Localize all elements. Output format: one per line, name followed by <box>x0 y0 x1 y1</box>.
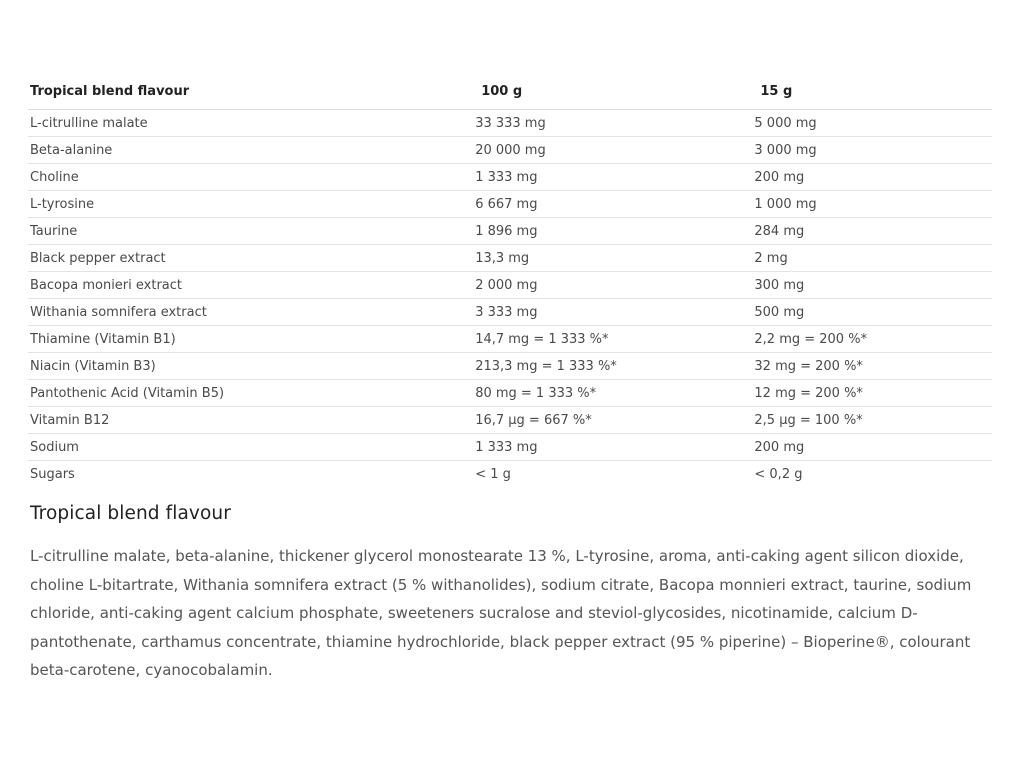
nutrient-name: L-tyrosine <box>28 191 473 218</box>
header-15g: 15 g <box>752 74 992 110</box>
table-header-row <box>28 74 992 110</box>
amount-100g: 1 333 mg <box>473 164 752 191</box>
table-row <box>28 137 992 164</box>
table-row <box>28 191 992 218</box>
table-row <box>28 164 992 191</box>
amount-15g: 1 000 mg <box>752 191 992 218</box>
amount-100g: 1 333 mg <box>473 434 752 461</box>
table-row <box>28 299 992 326</box>
amount-100g: 20 000 mg <box>473 137 752 164</box>
nutrient-name: Choline <box>28 164 473 191</box>
table-row <box>28 110 992 137</box>
nutrient-name: Pantothenic Acid (Vitamin B5) <box>28 380 473 407</box>
table-row <box>28 434 992 461</box>
amount-100g: 213,3 mg = 1 333 %* <box>473 353 752 380</box>
table-row <box>28 353 992 380</box>
amount-100g: 13,3 mg <box>473 245 752 272</box>
ingredients-text: L-citrulline malate, beta-alanine, thickener glycerol monostearate 13 %, L-tyrosine, aroma, anti-caking agent silicon dioxide, choline L-bitartrate, Withania somnifera extract (5 % withanolides), sodium citrate, Bacopa monnieri extract, taurine, sodium chloride, anti-caking agent calcium phosphate, sweeteners sucralose and steviol-glycosides, nicotinamide, calcium D-pantothenate, carthamus concentrate, thiamine hydrochloride, black pepper extract (95 % piperine) – Bioperine®, colourant beta-carotene, cyanocobalamin. <box>30 547 972 679</box>
header-flavour: Tropical blend flavour <box>28 74 473 110</box>
amount-15g: 12 mg = 200 %* <box>752 380 992 407</box>
amount-15g: 500 mg <box>752 299 992 326</box>
table-row <box>28 407 992 434</box>
amount-15g: 32 mg = 200 %* <box>752 353 992 380</box>
nutrition-table-body <box>28 110 992 488</box>
amount-100g: 2 000 mg <box>473 272 752 299</box>
ingredients-heading: Tropical blend flavour <box>30 503 231 524</box>
nutrient-name: L-citrulline malate <box>28 110 473 137</box>
amount-15g: 2,5 µg = 100 %* <box>752 407 992 434</box>
amount-15g: 200 mg <box>752 164 992 191</box>
amount-100g: < 1 g <box>475 466 511 482</box>
amount-100g: 80 mg = 1 333 %* <box>473 380 752 407</box>
amount-100g: 1 896 mg <box>473 218 752 245</box>
table-row <box>28 272 992 299</box>
table-row <box>28 461 992 488</box>
table-row <box>28 326 992 353</box>
nutrient-name: Black pepper extract <box>28 245 473 272</box>
amount-100g: 16,7 µg = 667 %* <box>473 407 752 434</box>
nutrient-name: Sugars <box>30 466 75 482</box>
amount-100g: 14,7 mg = 1 333 %* <box>473 326 752 353</box>
nutrient-name: Taurine <box>28 218 473 245</box>
amount-100g: 3 333 mg <box>473 299 752 326</box>
amount-15g: 300 mg <box>752 272 992 299</box>
table-row <box>28 380 992 407</box>
amount-15g: 2 mg <box>752 245 992 272</box>
amount-15g: 5 000 mg <box>752 110 992 137</box>
table-row <box>28 218 992 245</box>
header-100g: 100 g <box>473 74 752 110</box>
nutrient-name: Sodium <box>28 434 473 461</box>
amount-100g: 33 333 mg <box>473 110 752 137</box>
amount-15g: 2,2 mg = 200 %* <box>752 326 992 353</box>
nutrient-name: Beta-alanine <box>28 137 473 164</box>
amount-15g: 200 mg <box>752 434 992 461</box>
nutrition-table-header <box>28 74 992 110</box>
table-row <box>28 245 992 272</box>
nutrient-name: Thiamine (Vitamin B1) <box>28 326 473 353</box>
nutrient-name: Vitamin B12 <box>28 407 473 434</box>
amount-15g: 3 000 mg <box>752 137 992 164</box>
nutrient-name: Withania somnifera extract <box>28 299 473 326</box>
amount-15g: < 0,2 g <box>754 466 803 482</box>
nutrition-table <box>28 74 992 487</box>
nutrient-name: Bacopa monieri extract <box>28 272 473 299</box>
amount-15g: 284 mg <box>752 218 992 245</box>
amount-100g: 6 667 mg <box>473 191 752 218</box>
nutrient-name: Niacin (Vitamin B3) <box>28 353 473 380</box>
